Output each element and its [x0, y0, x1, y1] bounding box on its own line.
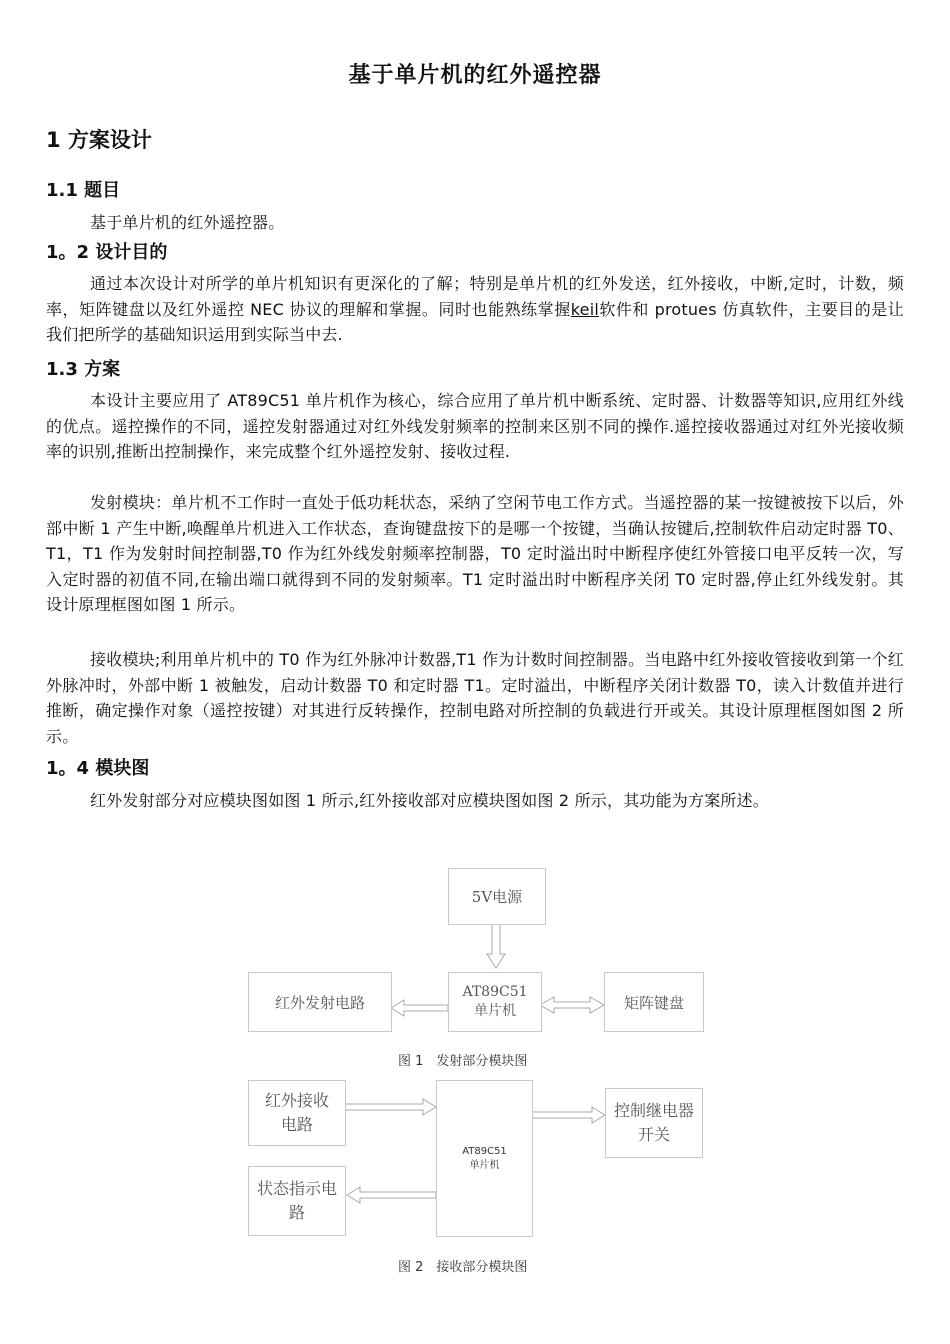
- fig2-caption: 图 2 接收部分模块图: [398, 1260, 528, 1275]
- paragraph-1-2-text-a: 通过本次设计对所学的单片机知识有更深化的了解；特别是单片机的红外发送，红外接收，中断,定时，计数，频率，矩阵键盘以及红外遥控 NEC 协议的理解和掌握。同时也能熟练掌握: [46, 274, 904, 319]
- fig2-relay-label-2: 开关: [637, 1125, 670, 1144]
- fig2-recv-arrow: [345, 1099, 436, 1115]
- fig1-ir-transmit-label: 红外发射电路: [274, 993, 365, 1012]
- section-heading-1: 1 方案设计: [46, 128, 152, 152]
- fig1-caption: 图 1 发射部分模块图: [398, 1054, 528, 1069]
- heading-1-2: 1。2 设计目的: [46, 242, 168, 263]
- heading-1-1: 1.1 题目: [46, 180, 121, 201]
- fig2-status-arrow: [347, 1187, 436, 1203]
- keil-link: keil: [570, 299, 599, 319]
- heading-1-3: 1.3 方案: [46, 359, 121, 380]
- fig2-mcu-label-2: 单片机: [469, 1159, 500, 1171]
- fig2-relay-box: [605, 1088, 703, 1158]
- fig1-power-label: 5V电源: [471, 888, 523, 906]
- paragraph-1-3-transmit: 发射模块：单片机不工作时一直处于低功耗状态，采纳了空闲节电工作方式。当遥控器的某一按键被按下以后，外部中断 1 产生中断,唤醒单片机进入工作状态，查询键盘按下的是哪一个按键，当确认按键后,控制软件启动定时器 T0、T1，T1 作为发射时间控制器,T0 作为红外线发射频率控制器，T0 定时溢出时中断程序使红外管接口电平反转一次，写入定时器的初值不同,在输出端口就得到不同的发射频率。T1 定时溢出时中断程序关闭 T0 定时器,停止红外线发射。其设计原理框图如图 1 所示。: [46, 493, 904, 614]
- fig1-mcu-box: [448, 972, 542, 1032]
- fig2-relay-label-1: 控制继电器: [613, 1101, 694, 1120]
- fig1-mcu-label-2: 单片机: [474, 1003, 516, 1019]
- fig1-right-double-arrow: [540, 997, 604, 1013]
- fig1-mcu-label-1: AT89C51: [462, 984, 528, 1000]
- paragraph-1-4: 红外发射部分对应模块图如图 1 所示,红外接收部对应模块图如图 2 所示，其功能为方案所述。: [90, 791, 769, 810]
- paragraph-1-3-receive: 接收模块;利用单片机中的 T0 作为红外脉冲计数器,T1 作为计数时间控制器。当电路中红外接收管接收到第一个红外脉冲时，外部中断 1 被触发，启动计数器 T0 和定时器 T1。定时溢出，中断程序关闭计数器 T0，读入计数值并进行推断，确定操作对象（遥控按键）对其进行反转操作，控制电路对所控制的负载进行开或关。其设计原理框图如图 2 所示。: [46, 650, 904, 746]
- paragraph-1-1: 基于单片机的红外遥控器。: [90, 213, 285, 232]
- fig2-ir-receive-label-1: 红外接收: [264, 1091, 329, 1110]
- fig2-relay-arrow: [532, 1107, 605, 1123]
- fig2-status-label-2: 路: [288, 1203, 305, 1222]
- fig1-keypad-box: [604, 972, 704, 1032]
- fig2-mcu-label-1: AT89C51: [462, 1145, 507, 1157]
- fig1-left-arrow: [391, 1000, 448, 1016]
- paragraph-1-3-intro: 本设计主要应用了 AT89C51 单片机作为核心，综合应用了单片机中断系统、定时器、计数器等知识,应用红外线的优点。遥控操作的不同，遥控发射器通过对红外线发射频率的控制来区别不同的操作.遥控接收器通过对红外光接收频率的识别,推断出控制操作，来完成整个红外遥控发射、接收过程.: [46, 391, 904, 461]
- fig1-power-box: [448, 868, 546, 925]
- fig2-status-label-1: 状态指示电: [256, 1179, 337, 1198]
- fig2-ir-receive-label-2: 电路: [280, 1115, 313, 1134]
- fig2-ir-receive-box: [248, 1080, 346, 1146]
- fig1-ir-transmit-box: [248, 972, 392, 1032]
- heading-1-4: 1。4 模块图: [46, 758, 150, 779]
- fig1-keypad-label: 矩阵键盘: [623, 993, 684, 1012]
- document-title: 基于单片机的红外遥控器: [348, 63, 602, 88]
- paragraph-1-2-text-b: 软件和 protues 仿真软件，主要目的是让我们把所学的基础知识运用到实际当中去.: [46, 299, 904, 344]
- fig2-status-box: [248, 1166, 346, 1236]
- fig1-power-arrow: [487, 924, 505, 968]
- fig2-mcu-box: [436, 1080, 533, 1237]
